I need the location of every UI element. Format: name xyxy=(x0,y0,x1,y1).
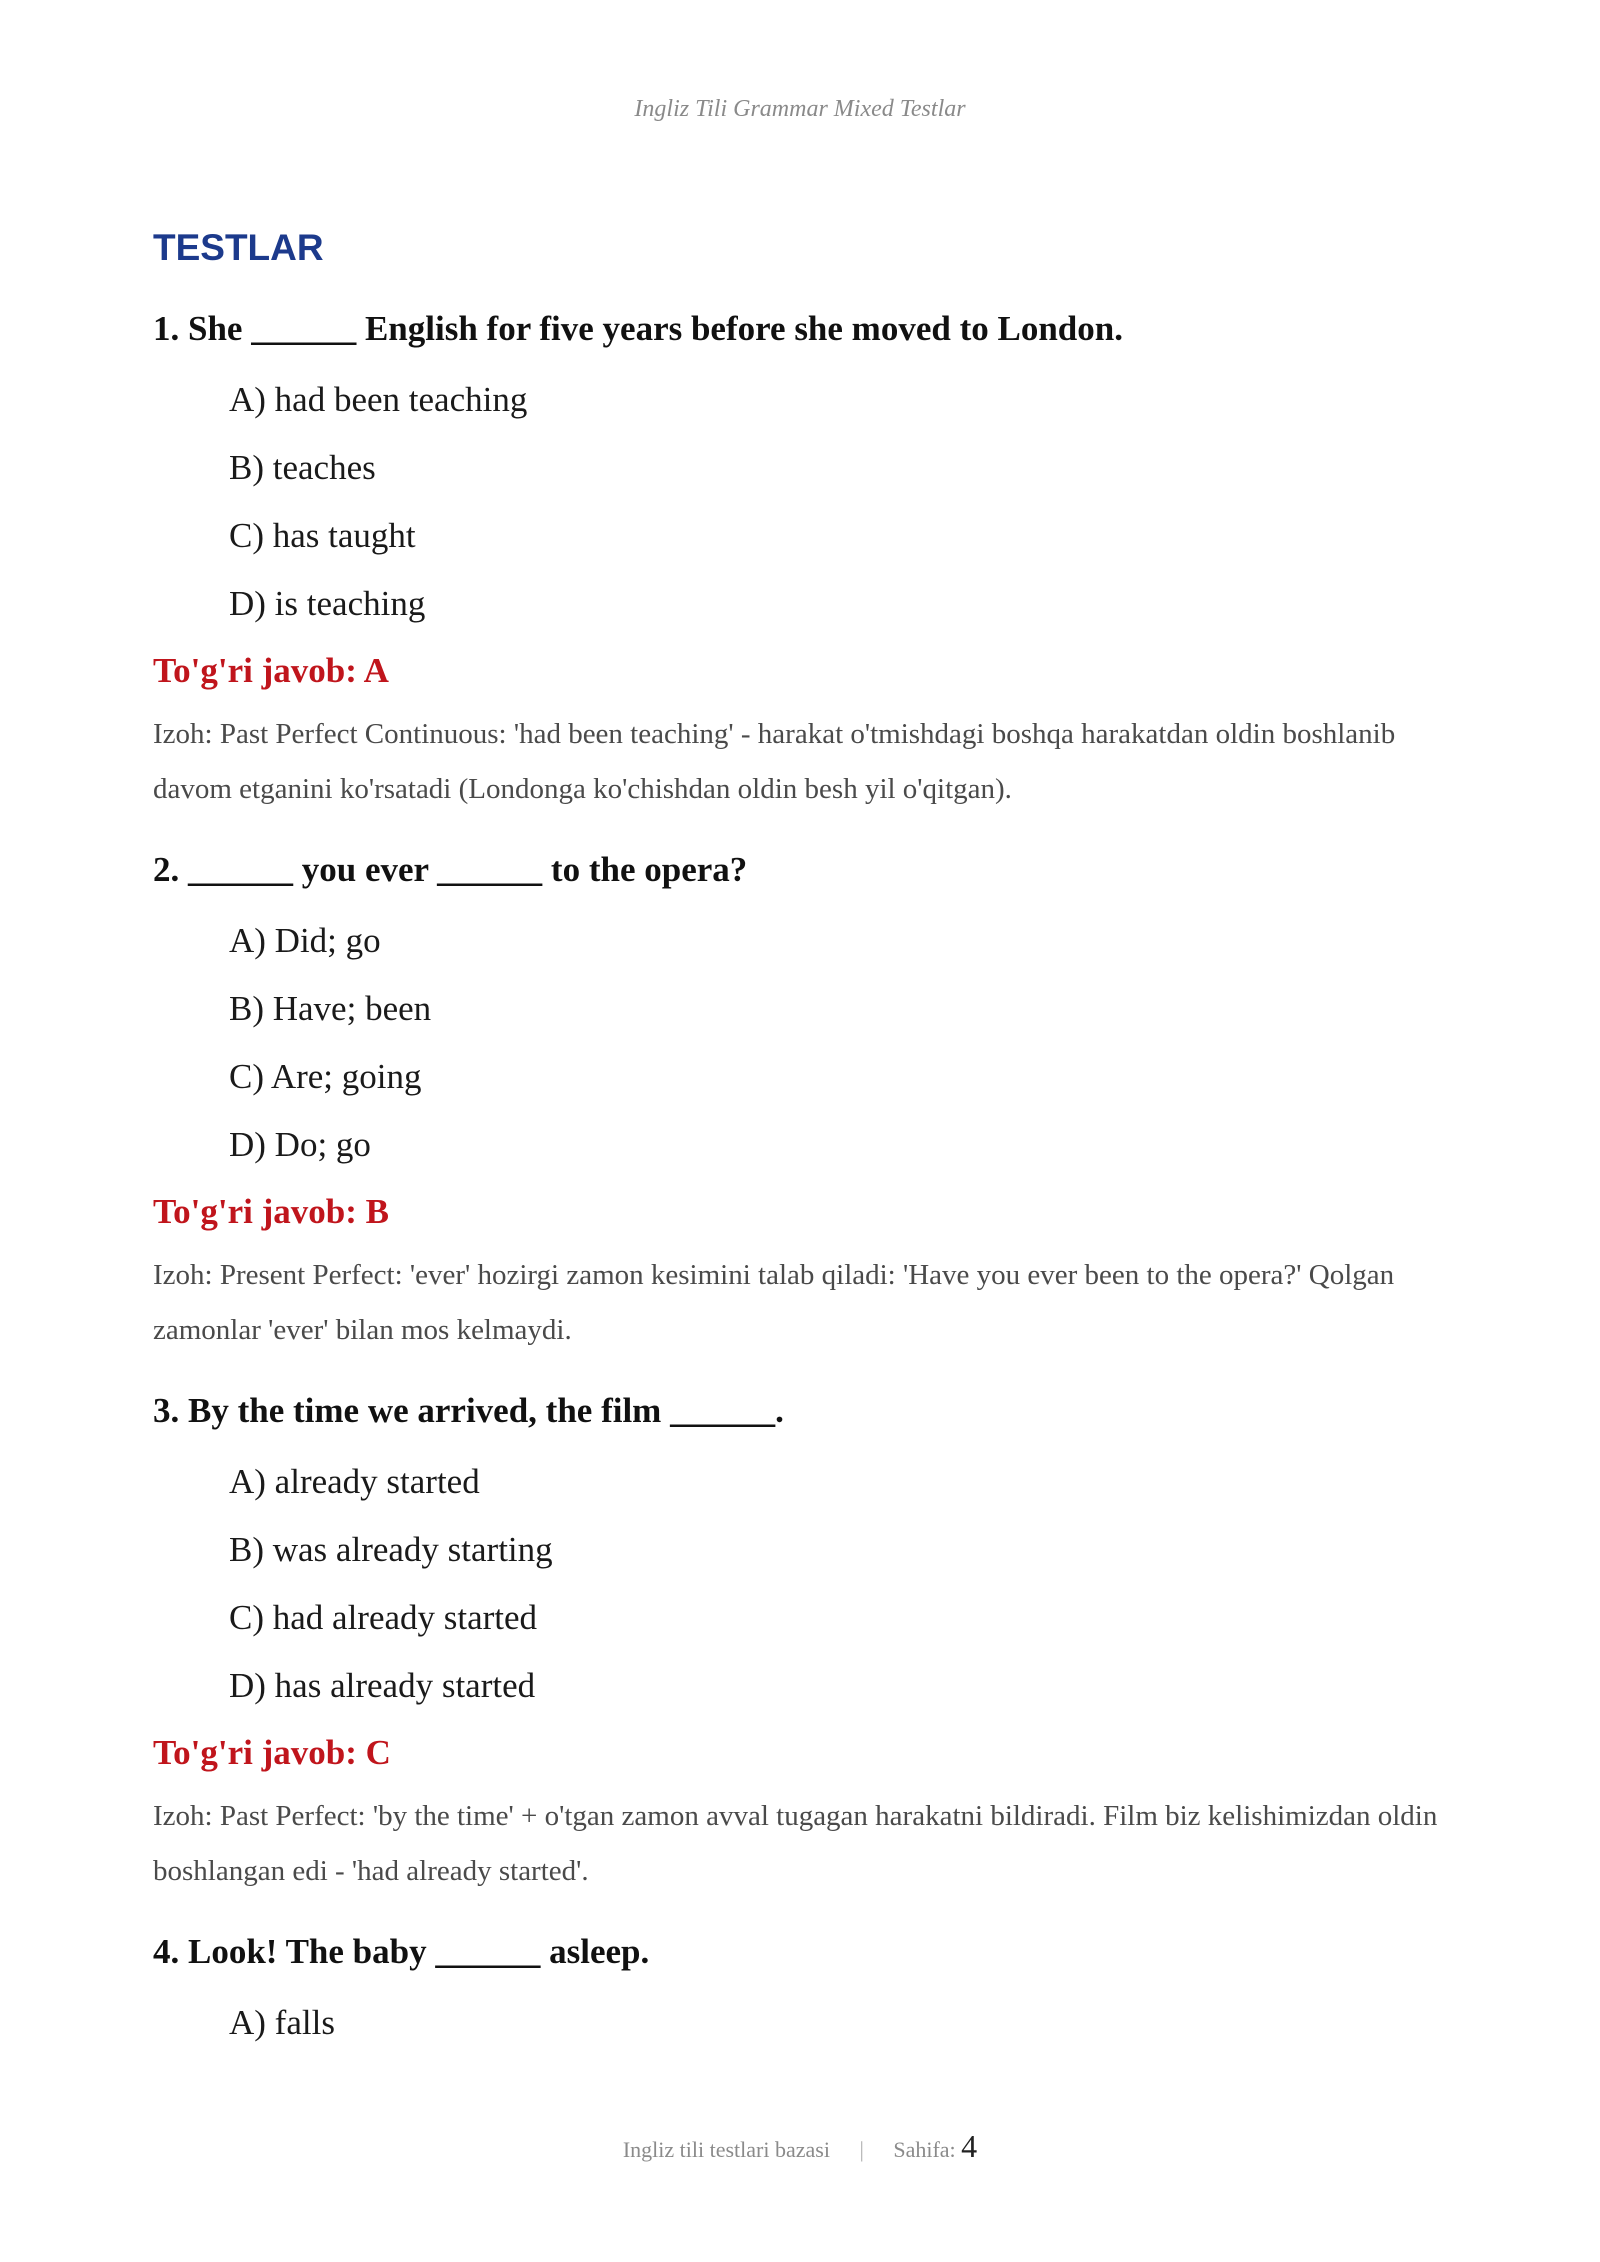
option-a: A) falls xyxy=(229,2002,335,2042)
option-c: C) has taught xyxy=(229,515,416,555)
question-text: 2. ______ you ever ______ to the opera? xyxy=(153,850,748,890)
option-d: D) has already started xyxy=(229,1665,536,1705)
option-a: A) had been teaching xyxy=(229,379,528,419)
page-footer xyxy=(0,2128,1600,2165)
question-4 xyxy=(153,1929,1453,2057)
option-c: C) had already started xyxy=(229,1597,538,1637)
option-d: D) is teaching xyxy=(229,583,426,623)
option-a: A) Did; go xyxy=(229,920,381,960)
correct-answer: To'g'ri javob: A xyxy=(153,650,389,690)
document-body xyxy=(153,226,1453,2087)
page-label: Sahifa: xyxy=(893,2137,956,2162)
footer-source: Ingliz tili testlari bazasi xyxy=(622,2137,830,2162)
question-text: 3. By the time we arrived, the film ______. xyxy=(153,1391,784,1431)
option-b: B) was already starting xyxy=(229,1529,553,1569)
explanation: Izoh: Present Perfect: 'ever' hozirgi zamon kesimini talab qiladi: 'Have you ever been to the opera?' Qolgan zamonlar 'ever' bilan mos kelmaydi. xyxy=(153,1259,1395,1347)
explanation: Izoh: Past Perfect Continuous: 'had been teaching' - harakat o'tmishdagi boshqa harakatdan oldin boshlanib davom etganini ko'rsatadi (Londonga ko'chishdan oldin besh yil o'qitgan). xyxy=(153,718,1396,806)
question-2 xyxy=(153,847,1453,1358)
question-text: 4. Look! The baby ______ asleep. xyxy=(153,1932,650,1972)
question-text: 1. She ______ English for five years before she moved to London. xyxy=(153,309,1123,349)
option-c: C) Are; going xyxy=(229,1056,422,1096)
correct-answer: To'g'ri javob: B xyxy=(153,1191,389,1231)
option-b: B) Have; been xyxy=(229,988,432,1028)
option-b: B) teaches xyxy=(229,447,376,487)
correct-answer: To'g'ri javob: C xyxy=(153,1732,391,1772)
page-number: 4 xyxy=(961,2128,978,2164)
explanation: Izoh: Past Perfect: 'by the time' + o'tgan zamon avval tugagan harakatni bildiradi. Film biz kelishimizdan oldin boshlangan edi - 'had already started'. xyxy=(153,1800,1438,1888)
footer-separator: | xyxy=(859,2137,864,2162)
question-1 xyxy=(153,306,1453,817)
question-3 xyxy=(153,1388,1453,1899)
option-a: A) already started xyxy=(229,1461,480,1501)
section-title: TESTLAR xyxy=(153,227,324,268)
option-d: D) Do; go xyxy=(229,1124,371,1164)
page-header: Ingliz Tili Grammar Mixed Testlar xyxy=(634,96,966,122)
